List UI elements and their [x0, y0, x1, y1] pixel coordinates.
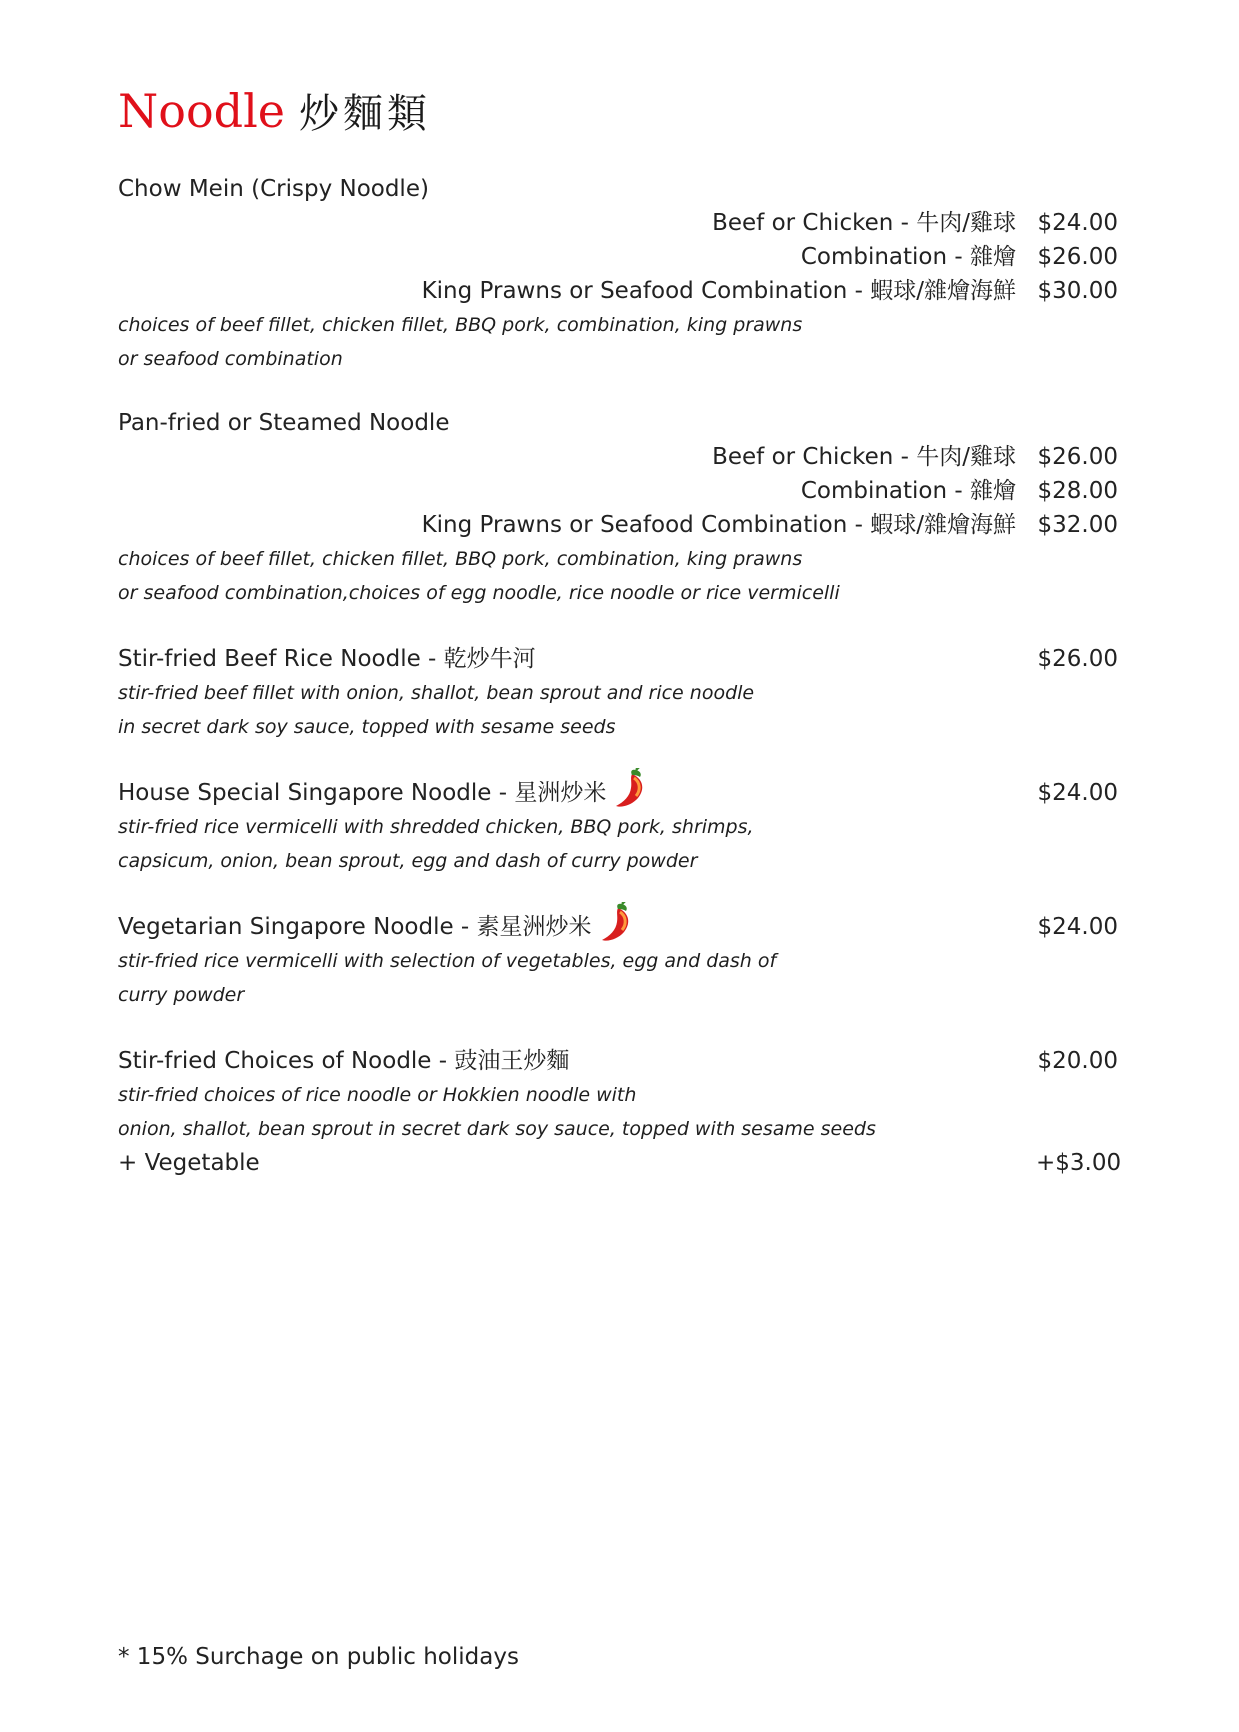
item-description: stir-fried rice vermicelli with selection of vegetables, egg and dash of	[118, 950, 777, 972]
price-row	[118, 274, 1118, 308]
item-name: Stir-fried Beef Rice Noodle - 乾炒牛河	[118, 646, 536, 672]
option-price: $26.00	[1037, 444, 1118, 470]
item-description: choices of beef fillet, chicken fillet, BBQ pork, combination, king prawns	[118, 548, 803, 570]
price-row	[118, 508, 1118, 542]
option-label: King Prawns or Seafood Combination - 蝦球/雜燴海鮮	[421, 278, 1016, 304]
price-row	[118, 240, 1118, 274]
item-price: $24.00	[1037, 780, 1118, 806]
singapore-noodle-item	[118, 776, 1118, 878]
option-label: Combination - 雜燴	[800, 478, 1016, 504]
page-title	[118, 82, 431, 139]
title-chinese: 炒麵類	[299, 91, 432, 137]
option-label: Beef or Chicken - 牛肉/雞球	[712, 444, 1016, 470]
option-price: $28.00	[1037, 478, 1118, 504]
item-name-wrap	[118, 910, 1036, 944]
price-row	[118, 474, 1118, 508]
addon-price: +$3.00	[1036, 1150, 1122, 1176]
option-price: $30.00	[1037, 278, 1118, 304]
option-price: $26.00	[1037, 244, 1118, 270]
item-description: capsicum, onion, bean sprout, egg and dash of curry powder	[118, 850, 698, 872]
item-price: $26.00	[1037, 646, 1118, 672]
choices-of-noodle-item	[118, 1044, 1122, 1180]
section-heading: Chow Mein (Crispy Noodle)	[118, 176, 429, 202]
chili-icon	[612, 768, 650, 810]
item-description: curry powder	[118, 984, 245, 1006]
beef-rice-noodle-item	[118, 642, 1118, 744]
item-description: stir-fried beef fillet with onion, shallot, bean sprout and rice noodle	[118, 682, 755, 704]
item-price: $20.00	[1037, 1048, 1118, 1074]
chili-icon	[598, 902, 636, 944]
chow-mein-section	[118, 172, 1118, 376]
option-price: $32.00	[1037, 512, 1118, 538]
addon-label: + Vegetable	[118, 1150, 260, 1176]
item-description: or seafood combination,choices of egg noodle, rice noodle or rice vermicelli	[118, 582, 840, 604]
vegetarian-singapore-noodle-item	[118, 910, 1118, 1012]
item-price: $24.00	[1037, 914, 1118, 940]
item-description: stir-fried rice vermicelli with shredded chicken, BBQ pork, shrimps,	[118, 816, 754, 838]
section-heading: Pan-fried or Steamed Noodle	[118, 410, 450, 436]
item-description: or seafood combination	[118, 348, 343, 370]
option-price: $24.00	[1037, 210, 1118, 236]
price-row	[118, 206, 1118, 240]
item-description: in secret dark soy sauce, topped with sesame seeds	[118, 716, 616, 738]
item-description: choices of beef fillet, chicken fillet, BBQ pork, combination, king prawns	[118, 314, 803, 336]
item-name: Stir-fried Choices of Noodle - 豉油王炒麵	[118, 1048, 570, 1074]
item-name: House Special Singapore Noodle - 星洲炒米	[118, 780, 607, 806]
item-name-wrap	[118, 776, 1036, 810]
surcharge-footnote: * 15% Surchage on public holidays	[118, 1644, 519, 1670]
addon-row	[118, 1146, 1122, 1180]
item-description: onion, shallot, bean sprout in secret dark soy sauce, topped with sesame seeds	[118, 1118, 876, 1140]
option-label: Combination - 雜燴	[800, 244, 1016, 270]
option-label: King Prawns or Seafood Combination - 蝦球/雜燴海鮮	[421, 512, 1016, 538]
option-label: Beef or Chicken - 牛肉/雞球	[712, 210, 1016, 236]
menu-page	[118, 0, 1122, 1732]
pan-fried-section	[118, 406, 1118, 610]
item-description: stir-fried choices of rice noodle or Hokkien noodle with	[118, 1084, 637, 1106]
title-english: Noodle	[118, 84, 286, 138]
price-row	[118, 440, 1118, 474]
item-name: Vegetarian Singapore Noodle - 素星洲炒米	[118, 914, 592, 940]
